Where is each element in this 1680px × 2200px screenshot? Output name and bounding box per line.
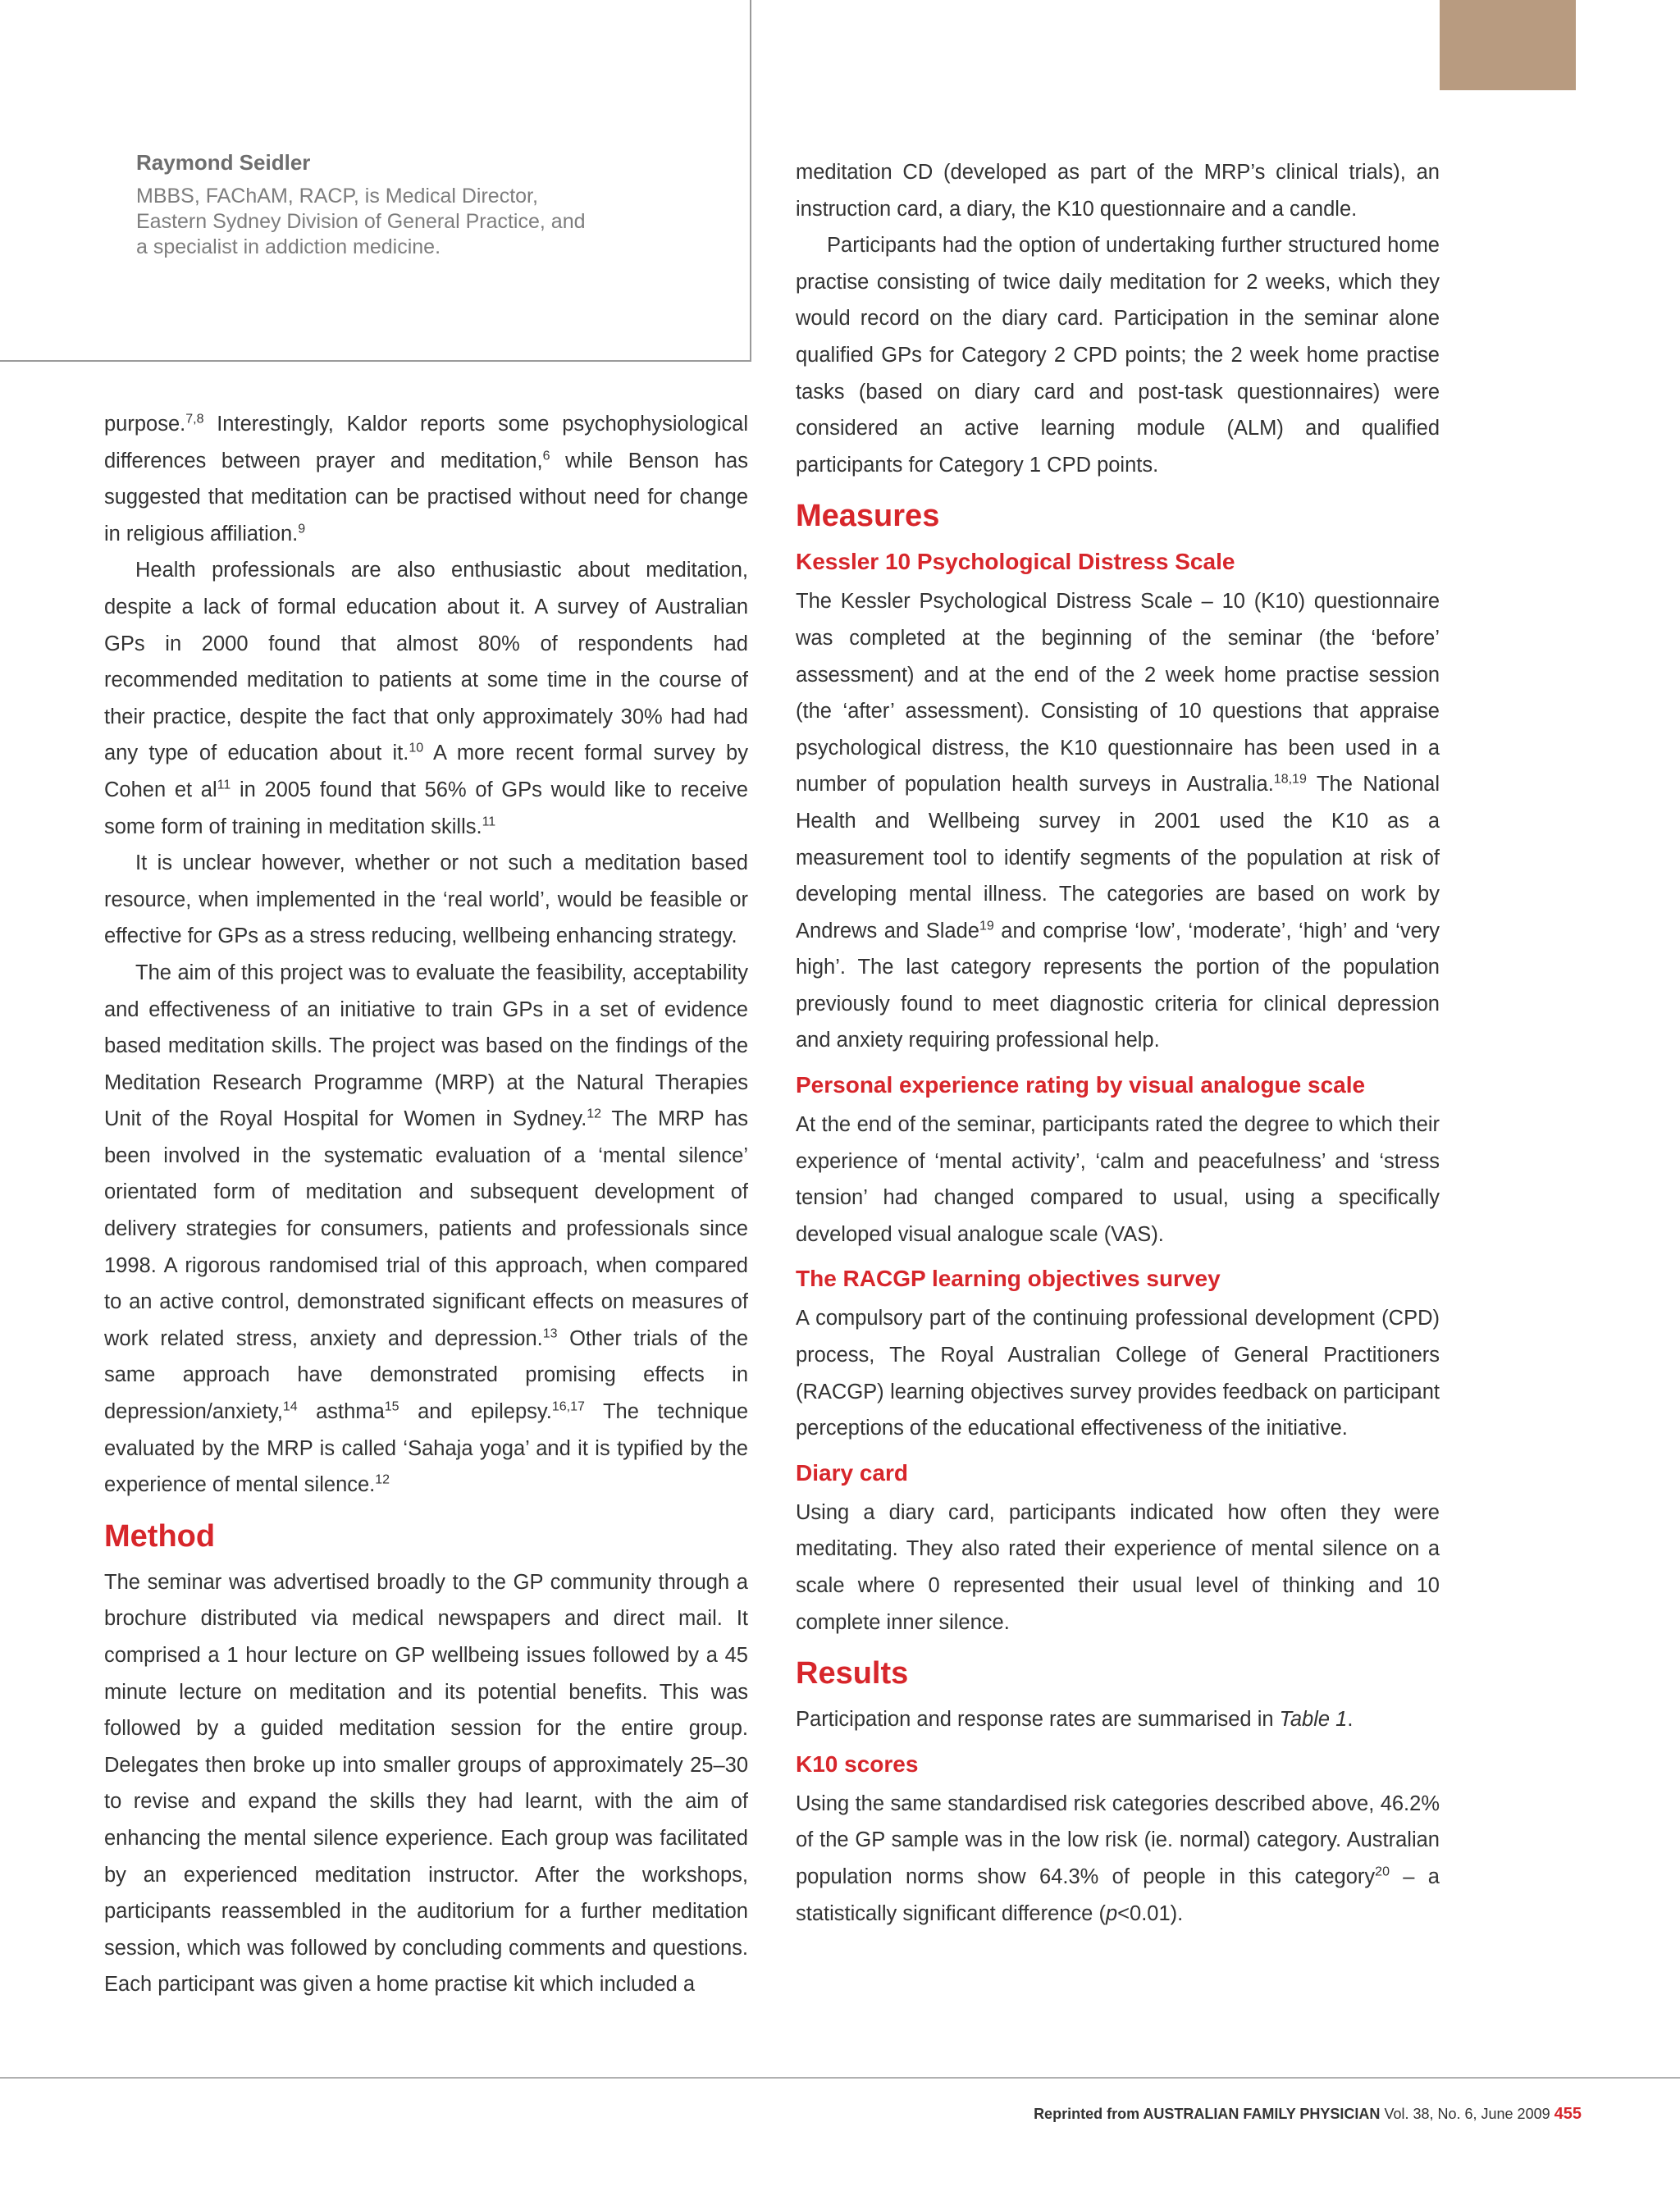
section-heading-method: Method <box>104 1518 216 1554</box>
author-box <box>0 0 751 362</box>
page-number: 455 <box>1554 2105 1582 2123</box>
right-column <box>796 154 1440 1932</box>
section-heading-results: Results <box>796 1656 909 1691</box>
subheading-racgp: The RACGP learning objectives survey <box>796 1266 1221 1292</box>
paragraph: The Kessler Psychological Distress Scale – 10 (K10) questionnaire was completed at the beginning of the seminar (the ‘before’ assessment) and at the end of the 2 week home practise session (the ‘after’ assessment). Consisting of 10 questions that appraise psychological distress, the K10 questionnaire has been used in a number of population health surveys in Australia.$^{18,19}$ The National Health and Wellbeing survey in 2001 used the K10 as a measurement tool to identify segments of the population at risk of developing mental illness. The categories are based on work by Andrews and Slade$^{19}$ and comprise ‘low’, ‘moderate’, ‘high’ and ‘very high’. The last category represents the portion of the population previously found to meet diagnostic criteria for clinical depression and anxiety requiring professional help. <box>796 590 1440 1052</box>
left-column <box>104 406 748 2003</box>
paragraph: The seminar was advertised broadly to the GP community through a brochure distributed via medical newspapers and direct mail. It comprised a 1 hour lecture on GP wellbeing issues followed by a 45 minute lecture on meditation and its potential benefits. This was followed by a guided meditation session for the entire group. Delegates then broke up into smaller groups of approximately 25–30 to revise and expand the skills they had learnt, with the aim of enhancing the mental silence experience. Each group was facilitated by an experienced meditation instructor. After the workshops, participants reassembled in the auditorium for a further meditation session, which was followed by concluding comments and questions. Each participant was given a home practise kit which included a <box>104 1570 748 1997</box>
footer-rule <box>0 2077 1680 2079</box>
paragraph: Using a diary card, participants indicated how often they were meditating. They also rated their experience of mental silence on a scale where 0 represented their usual level of thinking and 10 complete inner silence. <box>796 1500 1440 1634</box>
paragraph: Participation and response rates are summarised in Table 1. <box>796 1708 1354 1732</box>
author-bio-line: a specialist in addiction medicine. <box>136 235 441 258</box>
paragraph: Health professionals are also enthusiastic about meditation, despite a lack of formal education about it. A survey of Australian GPs in 2000 found that almost 80% of respondents had recommended meditation to patients at some time in the course of their practice, despite the fact that only approximately 30% had had any type of education about it.$^{10}$ A more recent formal survey by Cohen et $al^{11}$ in 2005 found that 56% of GPs would like to receive some form of training in meditation skills.$^{11}$ <box>104 559 748 838</box>
paragraph: meditation CD (developed as part of the MRP’s clinical trials), an instruction card, a diary, the K10 questionnaire and a candle. <box>796 161 1440 221</box>
author-bio-line: MBBS, FAChAM, RACP, is Medical Director, <box>136 185 538 208</box>
subheading-k10-scores: K10 scores <box>796 1750 919 1777</box>
paragraph: purpose.$^{7,8}$ Interestingly, Kaldor reports some psychophysiological differences between prayer and meditation,$^6$ while Benson has suggested that meditation can be practised without need for change in religious affiliation.$^9$ <box>104 412 748 545</box>
paragraph: The aim of this project was to evaluate the feasibility, acceptability and effectiveness of an initiative to train GPs in a set of evidence based meditation skills. The project was based on the findings of the Meditation Research Programme (MRP) at the Natural Therapies Unit of the Royal Hospital for Women in Sydney.$^{12}$ The MRP has been involved in the systematic evaluation of a ‘mental silence’ orientated form of meditation and subsequent development of delivery strategies for consumers, patients and professionals since 1998. A rigorous randomised trial of this approach, when compared to an active control, demonstrated significant effects on measures of work related stress, anxiety and depression.$^{13}$ Other trials of the same approach have demonstrated promising effects in depression/anxiety,$^{14}$ asthma$^{15}$ and epilepsy.$^{16,17}$ The technique evaluated by the MRP is called ‘Sahaja yoga’ and it is typified by the experience of mental silence.$^{12}$ <box>104 961 749 1497</box>
subheading-k10: Kessler 10 Psychological Distress Scale <box>796 549 1235 575</box>
paragraph: Participants had the option of undertaking further structured home practise consisting of twice daily meditation for 2 weeks, which they would record on the diary card. Participation in the seminar alone qualified GPs for Category 2 CPD points; the 2 week home practise tasks (based on diary card and post-task questionnaires) were considered an active learning module (ALM) and qualified participants for Category 1 CPD points. <box>796 234 1440 477</box>
paragraph: It is unclear however, whether or not such a meditation based resource, when implemented in the ‘real world’, would be feasible or effective for GPs as a stress reducing, wellbeing enhancing strategy. <box>104 851 748 948</box>
section-heading-measures: Measures <box>796 499 940 534</box>
subheading-vas: Personal experience rating by visual analogue scale <box>796 1072 1366 1098</box>
author-bio <box>136 184 727 260</box>
footer <box>1034 2105 1582 2124</box>
paragraph: A compulsory part of the continuing professional development (CPD) process, The Royal Australian College of General Practitioners (RACGP) learning objectives survey provides feedback on participant perceptions of the educational effectiveness of the initiative. <box>796 1307 1440 1440</box>
author-bio-line: Eastern Sydney Division of General Practice, and <box>136 210 586 233</box>
author-name: Raymond Seidler <box>136 150 311 175</box>
footer-reprinted: Reprinted from AUSTRALIAN FAMILY PHYSICIAN <box>1034 2106 1381 2122</box>
corner-color-tab <box>1440 0 1576 90</box>
footer-issue: Vol. 38, No. 6, June 2009 <box>1384 2106 1550 2122</box>
paragraph: Using the same standardised risk categories described above, 46.2% of the GP sample was in the low risk (ie. normal) category. Australian population norms show 64.3% of people in this category$^{20}$ – a statistically significant difference (p<0.01). <box>796 1791 1440 1925</box>
paragraph: At the end of the seminar, participants rated the degree to which their experience of ‘mental activity’, ‘calm and peacefulness’ and ‘stress tension’ had changed compared to usual, using a specifically developed visual analogue scale (VAS). <box>796 1113 1440 1246</box>
subheading-diary: Diary card <box>796 1459 908 1486</box>
